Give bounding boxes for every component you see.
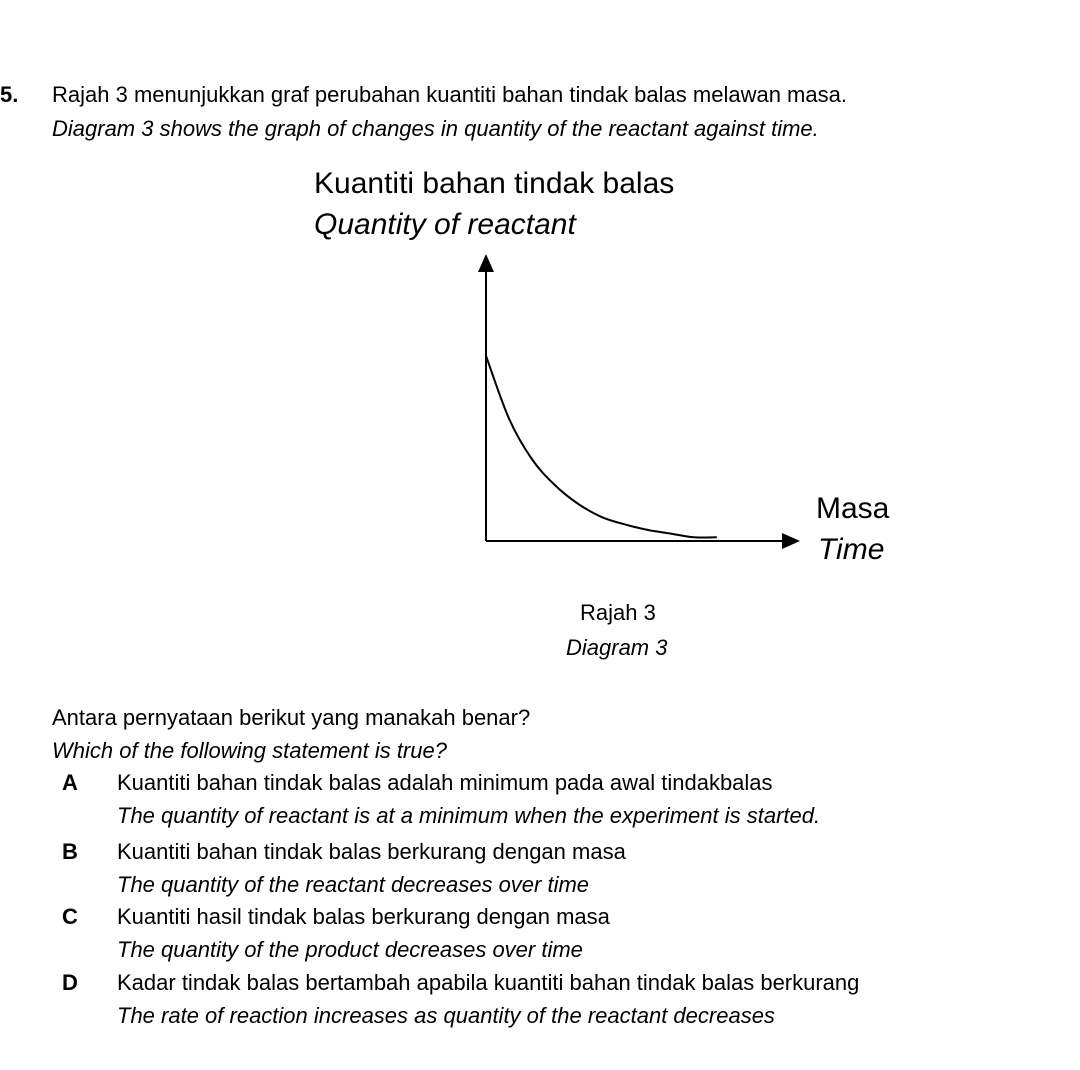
question-number: 5. xyxy=(0,82,19,107)
question-text-malay: Rajah 3 menunjukkan graf perubahan kuantiti bahan tindak balas melawan masa. xyxy=(52,82,847,107)
option-a-text-english: The quantity of reactant is at a minimum when the experiment is started. xyxy=(117,803,821,828)
option-b-text-english: The quantity of the reactant decreases over time xyxy=(117,872,590,897)
option-a-text-malay: Kuantiti bahan tindak balas adalah minimum pada awal tindakbalas xyxy=(117,770,773,795)
option-d-text-english: The rate of reaction increases as quantity of the reactant decreases xyxy=(117,1003,775,1028)
x-axis-label-english: Time xyxy=(818,533,885,566)
option-d-text-malay: Kadar tindak balas bertambah apabila kuantiti bahan tindak balas berkurang xyxy=(117,970,860,995)
diagram-caption-malay: Rajah 3 xyxy=(580,600,656,625)
diagram-caption-english: Diagram 3 xyxy=(566,635,668,660)
option-b-letter: B xyxy=(62,839,78,864)
prompt-malay: Antara pernyataan berikut yang manakah benar? xyxy=(52,705,531,730)
x-axis-label-malay: Masa xyxy=(816,492,890,525)
question-text-english: Diagram 3 shows the graph of changes in quantity of the reactant against time. xyxy=(52,116,819,141)
y-axis-label-malay: Kuantiti bahan tindak balas xyxy=(314,167,675,200)
option-d-letter: D xyxy=(62,970,78,995)
option-c-text-malay: Kuantiti hasil tindak balas berkurang dengan masa xyxy=(117,904,610,929)
y-axis-arrowhead xyxy=(478,254,494,272)
y-axis-label-english: Quantity of reactant xyxy=(314,208,576,241)
option-c-text-english: The quantity of the product decreases over time xyxy=(117,937,583,962)
option-c-letter: C xyxy=(62,904,78,929)
reactant-curve xyxy=(486,356,717,538)
option-b-text-malay: Kuantiti bahan tindak balas berkurang dengan masa xyxy=(117,839,626,864)
prompt-english: Which of the following statement is true? xyxy=(52,738,447,763)
x-axis-arrowhead xyxy=(782,533,800,549)
option-a-letter: A xyxy=(62,770,78,795)
